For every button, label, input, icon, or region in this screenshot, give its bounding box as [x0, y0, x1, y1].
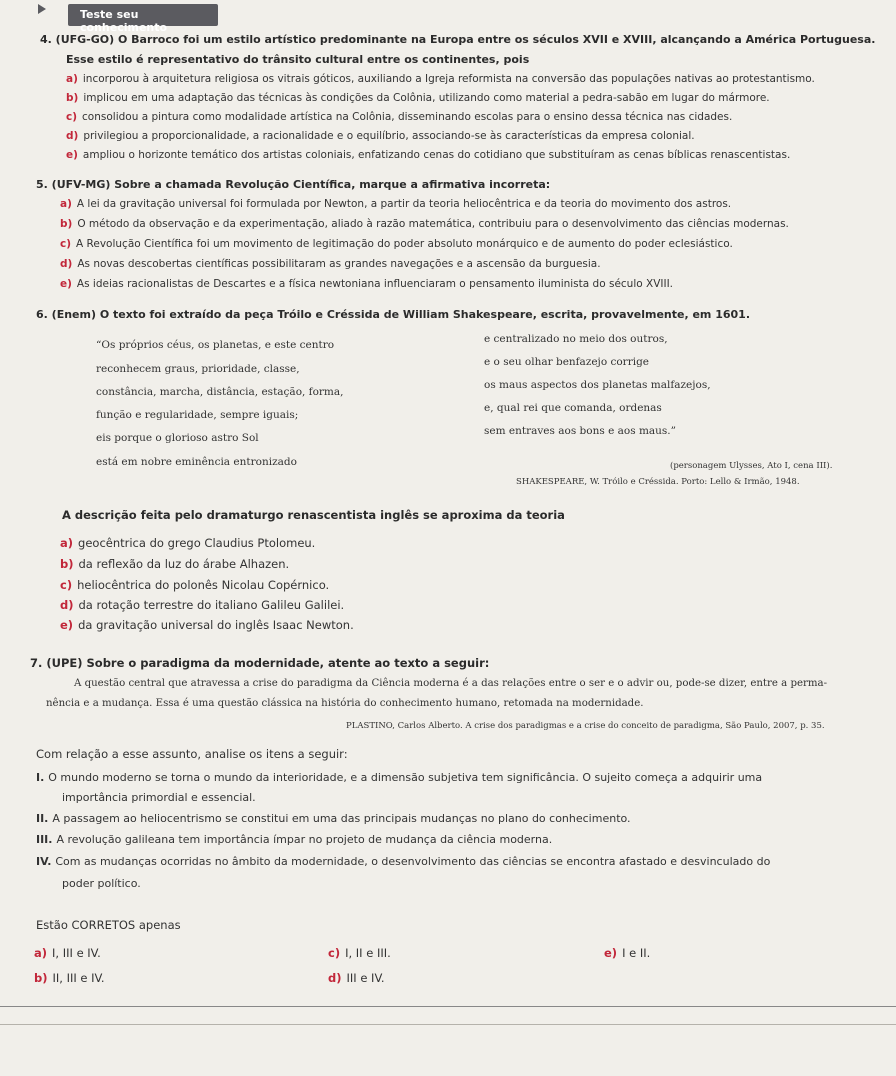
poem-right-line: e centralizado no meio dos outros,: [484, 333, 668, 345]
q6-option-a: a) geocêntrica do grego Claudius Ptolomeu.: [60, 536, 316, 550]
poem-right-line: os maus aspectos dos planetas malfazejos,: [484, 379, 711, 391]
poem-left-line: reconhecem graus, prioridade, classe,: [96, 363, 300, 375]
q6-stem: 6. (Enem) O texto foi extraído da peça Tróilo e Créssida de William Shakespeare, escrita, provavelmente, em 1601.: [36, 308, 751, 321]
q7-correct-label: Estão CORRETOS apenas: [36, 918, 181, 932]
poem-right-line: e o seu olhar benfazejo corrige: [484, 356, 650, 368]
q6-option-d: d) da rotação terrestre do italiano Galileu Galilei.: [60, 598, 345, 612]
q6-citation-character: (personagem Ulysses, Ato I, cena III).: [670, 461, 833, 471]
q6-option-e: e) da gravitação universal do inglês Isaac Newton.: [60, 618, 354, 632]
poem-left-line: função e regularidade, sempre iguais;: [96, 409, 299, 421]
q5-option-c: c) A Revolução Científica foi um movimento de legitimação do poder absoluto monárquico e de aumento do poder eclesiástico.: [60, 238, 733, 250]
q4-option-c: c) consolidou a pintura como modalidade artística na Colônia, disseminando escolas para o ensino dessa técnica nas cidades.: [66, 111, 733, 123]
q6-option-c: c) heliocêntrica do polonês Nicolau Copérnico.: [60, 578, 330, 592]
q7-answer-a: a) I, III e IV.: [34, 946, 101, 960]
q5-option-a: a) A lei da gravitação universal foi formulada por Newton, a partir da teoria heliocêntrica e da teoria do movimento dos astros.: [60, 198, 732, 210]
poem-left-line: eis porque o glorioso astro Sol: [96, 432, 259, 444]
poem-left-line: está em nobre eminência entronizado: [96, 456, 297, 468]
q4-option-e: e) ampliou o horizonte temático dos artistas coloniais, enfatizando cenas do cotidiano que substituíram as cenas bíblicas renascentistas.: [66, 149, 791, 161]
poem-right-line: e, qual rei que comanda, ordenas: [484, 402, 662, 414]
tab-arrow-icon: [38, 4, 46, 14]
q7-item-iv-line1: IV. Com as mudanças ocorridas no âmbito da modernidade, o desenvolvimento das ciências se encontra afastado e desvinculado do: [36, 855, 771, 868]
poem-left-line: constância, marcha, distância, estação, forma,: [96, 386, 344, 398]
q7-answer-c: c) I, II e III.: [328, 946, 391, 960]
q4-option-a: a) incorporou à arquitetura religiosa os vitrais góticos, auxiliando a Igreja reformista na conversão das populações nativas ao protestantismo.: [66, 73, 815, 85]
q7-answer-d: d) III e IV.: [328, 971, 385, 985]
q7-quote-line2: nência e a mudança. Essa é uma questão clássica na história do conhecimento humano, retomada na modernidade.: [46, 698, 644, 709]
q5-option-e: e) As ideias racionalistas de Descartes e a física newtoniana influenciaram o pensamento iluminista do século XVIII.: [60, 278, 674, 290]
bottom-divider-lower: [0, 1024, 896, 1025]
q6-citation-source: SHAKESPEARE, W. Tróilo e Créssida. Porto: Lello & Irmão, 1948.: [516, 477, 800, 487]
q6-option-b: b) da reflexão da luz do árabe Alhazen.: [60, 557, 290, 571]
q5-stem: 5. (UFV-MG) Sobre a chamada Revolução Científica, marque a afirmativa incorreta:: [36, 178, 551, 191]
q7-quote-line1: A questão central que atravessa a crise do paradigma da Ciência moderna é a das relações entre o ser e o advir ou, pode-se dizer, entre a perma-: [74, 678, 828, 689]
poem-right-line: sem entraves aos bons e aos maus.”: [484, 425, 677, 437]
q7-stem: 7. (UPE) Sobre o paradigma da modernidade, atente ao texto a seguir:: [30, 656, 490, 670]
q4-stem-line2: Esse estilo é representativo do trânsito cultural entre os continentes, pois: [66, 53, 530, 66]
q5-option-d: d) As novas descobertas científicas possibilitaram as grandes navegações e a ascensão da burguesia.: [60, 258, 601, 270]
q7-answer-e: e) I e II.: [604, 946, 651, 960]
q5-option-b: b) O método da observação e da experimentação, aliado à razão matemática, contribuiu para o desenvolvimento das ciências modernas.: [60, 218, 789, 230]
q7-prompt: Com relação a esse assunto, analise os itens a seguir:: [36, 747, 348, 761]
q7-citation: PLASTINO, Carlos Alberto. A crise dos paradigmas e a crise do conceito de paradigma, São Paulo, 2007, p. 35.: [346, 721, 825, 731]
q7-item-iv-line2: poder político.: [62, 877, 141, 890]
q6-question: A descrição feita pelo dramaturgo renascentista inglês se aproxima da teoria: [62, 508, 565, 522]
q4-option-b: b) implicou em uma adaptação das técnicas às condições da Colônia, utilizando como material a pedra-sabão em lugar do mármore.: [66, 92, 770, 104]
section-tab-label: Teste seu conhecimento: [80, 8, 168, 34]
q4-stem-line1: 4. (UFG-GO) O Barroco foi um estilo artístico predominante na Europa entre os séculos XVII e XVIII, alcançando a América Portuguesa.: [40, 33, 876, 46]
q7-item-i-line1: I. O mundo moderno se torna o mundo da interioridade, e a dimensão subjetiva tem significância. O sujeito começa a adquirir uma: [36, 771, 763, 784]
q4-option-d: d) privilegiou a proporcionalidade, a racionalidade e o equilíbrio, associando-se às características da empresa colonial.: [66, 130, 695, 142]
bottom-divider: [0, 1006, 896, 1007]
q7-answer-b: b) II, III e IV.: [34, 971, 105, 985]
q7-item-iii: III. A revolução galileana tem importância ímpar no projeto de mudança da ciência moderna.: [36, 833, 553, 846]
q7-item-ii: II. A passagem ao heliocentrismo se constitui em uma das principais mudanças no plano do conhecimento.: [36, 812, 631, 825]
poem-left-line: “Os próprios céus, os planetas, e este centro: [96, 339, 335, 351]
q7-item-i-line2: importância primordial e essencial.: [62, 791, 256, 804]
section-tab: [68, 4, 218, 34]
